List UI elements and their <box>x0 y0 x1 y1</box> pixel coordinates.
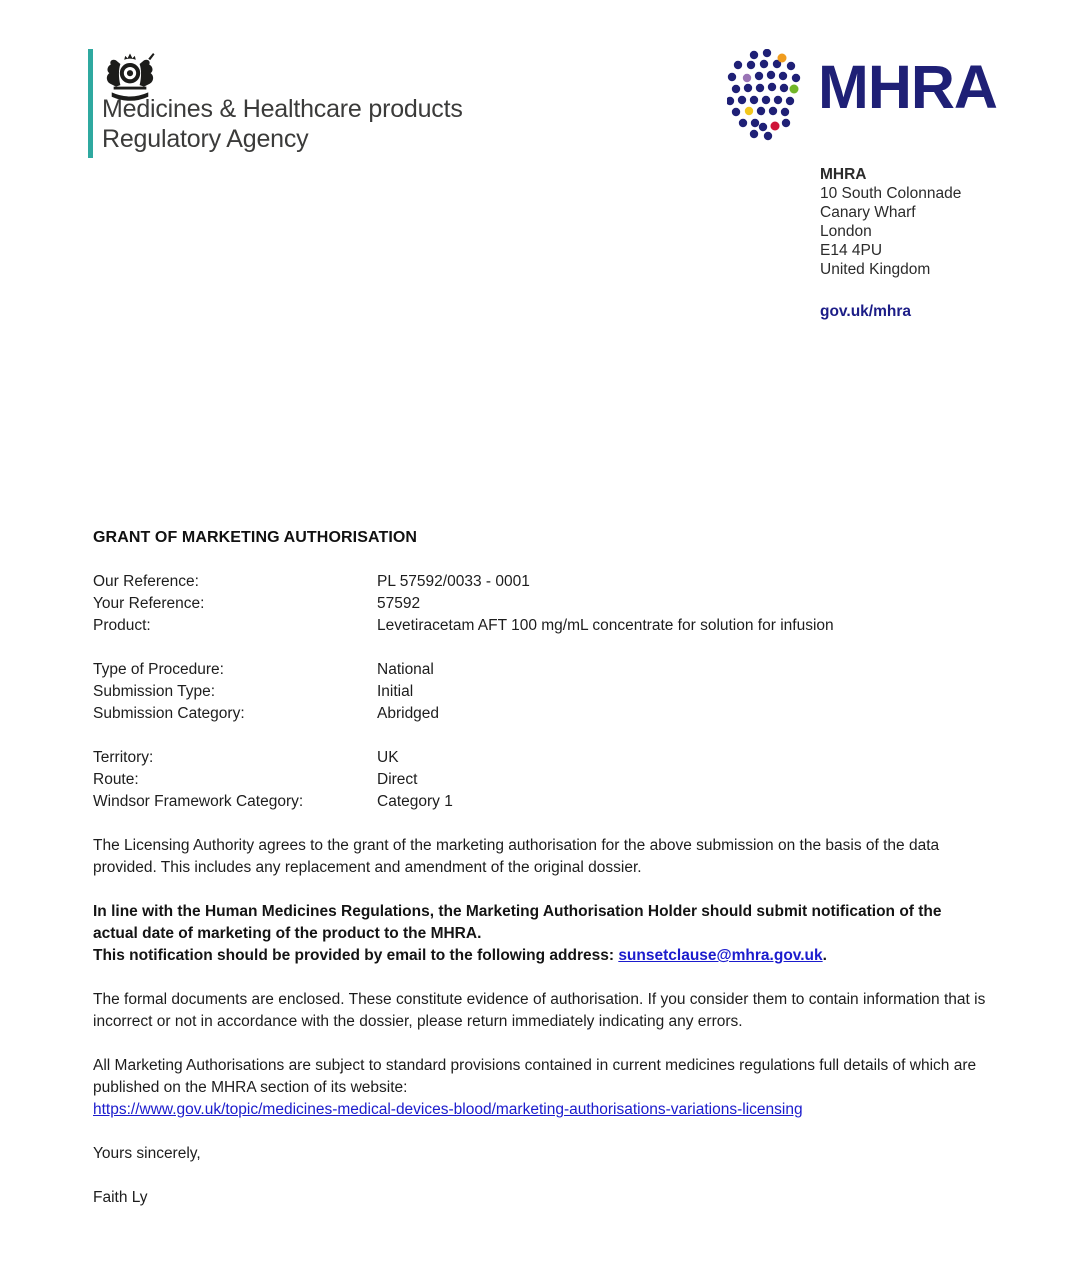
field-value: PL 57592/0033 - 0001 <box>377 573 530 590</box>
field-label: Product: <box>93 617 151 634</box>
field-label: Type of Procedure: <box>93 661 224 678</box>
letter-body <box>93 527 986 1231</box>
signature-name: Faith Ly <box>93 1189 148 1206</box>
procedure-row <box>93 703 986 725</box>
territory-row <box>93 747 986 769</box>
territory-row <box>93 791 986 813</box>
procedure-row <box>93 659 986 681</box>
field-value: Initial <box>377 683 414 700</box>
territory-block <box>93 747 986 813</box>
field-value: 57592 <box>377 595 421 612</box>
notification-email-prefix: This notification should be provided by email to the following address: <box>93 947 619 964</box>
mhra-dots-logo-icon <box>727 49 807 141</box>
field-value: National <box>377 661 434 678</box>
field-label: Route: <box>93 771 139 788</box>
address-line: London <box>820 223 872 240</box>
reference-row <box>93 571 986 593</box>
field-value: UK <box>377 749 399 766</box>
address-name: MHRA <box>820 166 867 183</box>
procedure-row <box>93 681 986 703</box>
field-value: Direct <box>377 771 418 788</box>
agency-name <box>102 95 463 154</box>
teal-accent-bar <box>88 49 93 158</box>
sender-address-block <box>820 165 961 321</box>
agency-name-line1: Medicines & Healthcare products <box>102 95 463 123</box>
field-value: Abridged <box>377 705 440 722</box>
reference-row <box>93 615 986 637</box>
field-value: Levetiracetam AFT 100 mg/mL concentrate for solution for infusion <box>377 617 834 634</box>
gov-uk-mhra-link[interactable]: gov.uk/mhra <box>820 303 912 320</box>
field-label: Your Reference: <box>93 595 205 612</box>
reference-block <box>93 571 986 637</box>
field-label: Submission Type: <box>93 683 216 700</box>
field-value: Category 1 <box>377 793 453 810</box>
address-line: United Kingdom <box>820 261 931 278</box>
reference-row <box>93 593 986 615</box>
agency-name-line2: Regulatory Agency <box>102 124 309 153</box>
paragraph-notification <box>93 901 986 967</box>
field-label: Territory: <box>93 749 154 766</box>
procedure-block <box>93 659 986 725</box>
standard-provisions-text: All Marketing Authorisations are subject to standard provisions contained in current medicines regulations full details of which are published on the MHRA section of its website: <box>93 1057 977 1096</box>
territory-row <box>93 769 986 791</box>
field-label: Submission Category: <box>93 705 245 722</box>
paragraph-formal-documents: The formal documents are enclosed. These constitute evidence of authorisation. If you consider them to contain information that is incorrect or not in accordance with the dossier, please return immediately indicating any errors. <box>93 991 986 1030</box>
gov-uk-licensing-url-link[interactable]: https://www.gov.uk/topic/medicines-medical-devices-blood/marketing-authorisations-variations-licensing <box>93 1101 803 1118</box>
mhra-wordmark: MHRA <box>818 53 997 121</box>
notification-suffix: . <box>822 947 827 964</box>
address-line: 10 South Colonnade <box>820 185 962 202</box>
paragraph-standard-provisions <box>93 1055 986 1121</box>
field-label: Windsor Framework Category: <box>93 793 304 810</box>
field-label: Our Reference: <box>93 573 199 590</box>
closing-salutation: Yours sincerely, <box>93 1145 201 1162</box>
paragraph-licensing-authority: The Licensing Authority agrees to the grant of the marketing authorisation for the above submission on the basis of the data provided. This includes any replacement and amendment of the original dossier. <box>93 837 940 876</box>
sunset-clause-email-link[interactable]: sunsetclause@mhra.gov.uk <box>618 947 823 964</box>
address-line: Canary Wharf <box>820 204 916 221</box>
address-line: E14 4PU <box>820 242 883 259</box>
letter-heading: GRANT OF MARKETING AUTHORISATION <box>93 529 418 546</box>
notification-text: In line with the Human Medicines Regulations, the Marketing Authorisation Holder should submit notification of the actual date of marketing of the product to the MHRA. <box>93 903 942 942</box>
